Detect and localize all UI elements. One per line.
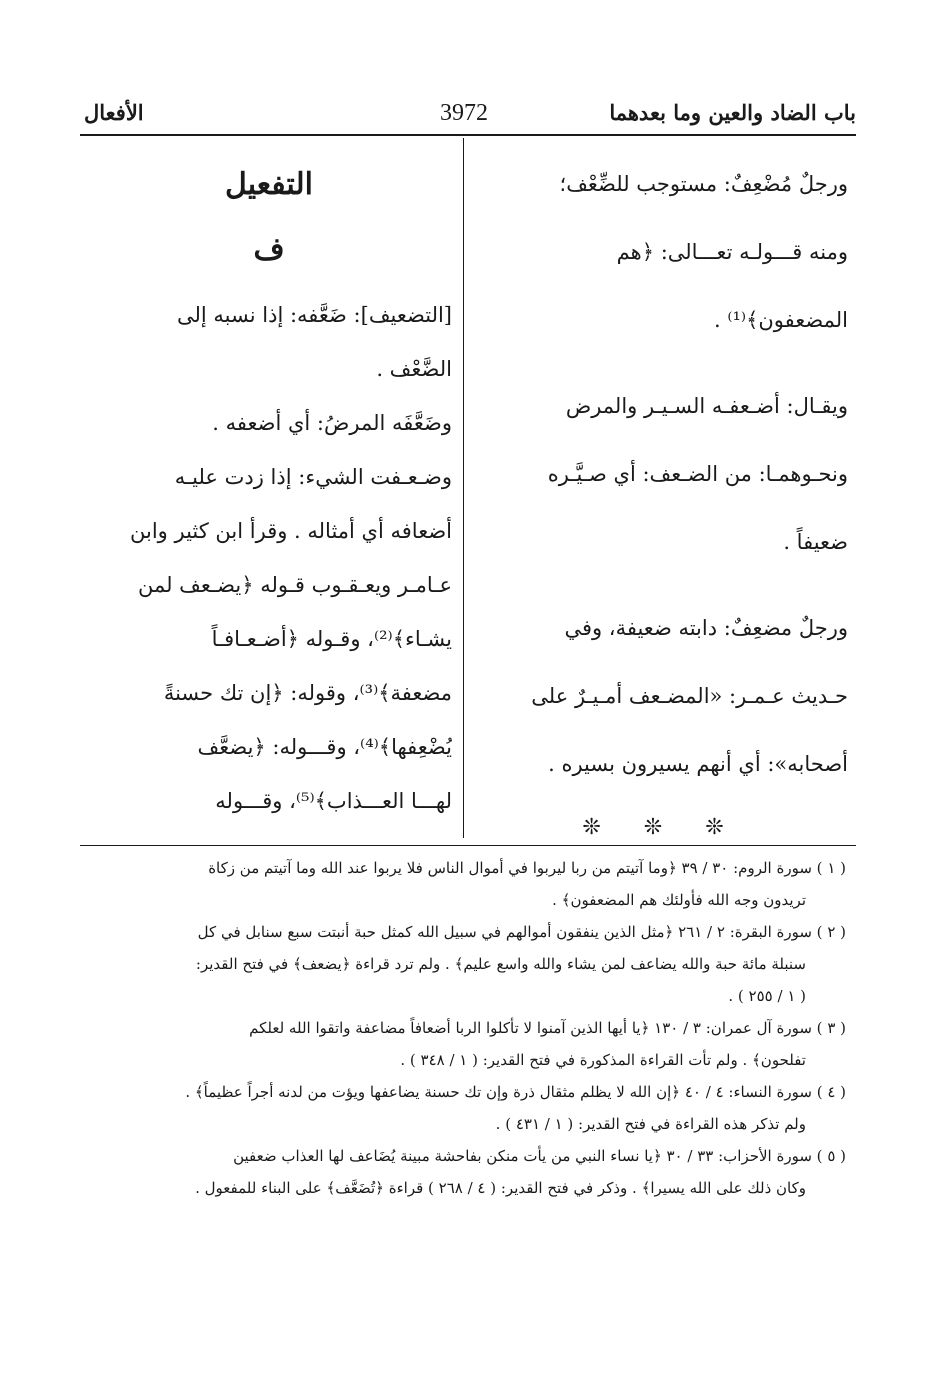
header-rule [80,134,856,136]
footnote-line: سنبلة مائة حبة والله يضاعف لمن يشاء والله واسع عليم﴾ . ولم ترد قراءة ﴿يضعف﴾ في فتح القدير: [195,955,806,973]
footnote-line: ( ١ ) سورة الروم: ٣٠ / ٣٩ ﴿وما آتيتم من ربا ليربوا في أموال الناس فلا يربوا عند الله وما آتيتم من زكاة [208,859,846,877]
footnote-line: وكان ذلك على الله يسيرا﴾ . وذكر في فتح القدير: ( ٤ / ٢٦٨ ) قراءة ﴿تُضَعَّف﴾ على البناء للمفعول . [195,1179,806,1197]
footnote-1 [86,852,846,916]
footnote-line: ولم تذكر هذه القراءة في فتح القدير: ( ١ / ٤٣١ ) . [495,1115,806,1133]
text-line: ومنه قـــولـه تعـــالى: ﴿هم [616,240,848,264]
footnote-line: ( ١ / ٢٥٥ ) . [728,987,806,1005]
text-line: المضعفون﴾⁽¹⁾ . [713,308,848,332]
text-line: حـديث عـمـر: «المضـعف أمـيـرٌ على [531,684,848,708]
text-line: يشـاء﴾⁽²⁾، وقـوله ﴿أضـعـافـاً [211,627,452,651]
root-letter-heading: ف [253,232,285,267]
footnote-line: ( ٢ ) سورة البقرة: ٢ / ٢٦١ ﴿مثل الذين ينفقون أموالهم في سبيل الله كمثل حبة أنبتت سبع سنابل في كل [197,923,846,941]
footnote-2 [86,916,846,1012]
text-line: ونحـوهمـا: من الضـعف: أي صـيَّـره [547,462,848,486]
footnote-5 [86,1140,846,1204]
section-separator: ❊ ❊ ❊ [582,815,742,840]
footnote-line: ( ٣ ) سورة آل عمران: ٣ / ١٣٠ ﴿يا أيها الذين آمنوا لا تأكلوا الربا أضعافاً مضاعفة واتقوا الله لعلكم [249,1019,846,1037]
footnote-rule [80,845,856,846]
right-column [476,150,848,858]
section-title: باب الضاد والعين وما بعدهما [609,100,856,125]
text-line: أضعافه أي أمثاله . وقرأ ابن كثير وابن [130,519,452,543]
text-line: الضَّعْف . [376,357,452,381]
chapter-title: الأفعال [84,100,144,125]
footnote-4 [86,1076,846,1140]
footnote-line: تفلحون﴾ . ولم تأت القراءة المذكورة في فتح القدير: ( ١ / ٣٤٨ ) . [400,1051,806,1069]
footnote-3 [86,1012,846,1076]
text-line: مضعفة﴾⁽³⁾، وقوله: ﴿إن تك حسنةً [163,681,452,705]
text-line: عـامـر ويعـقـوب قـوله ﴿يضـعف لمن [137,573,452,597]
text-line: [التضعيف]: ضَعَّفه: إذا نسبه إلى [177,303,452,327]
text-line: لهـــا العـــذاب﴾⁽⁵⁾، وقـــوله [215,789,452,813]
text-line: ورجلٌ مضعِفٌ: دابته ضعيفة، وفي [564,616,848,640]
text-line: ضعيفاً . [783,530,848,554]
footnote-line: ( ٤ ) سورة النساء: ٤ / ٤٠ ﴿إن الله لا يظلم مثقال ذرة وإن تك حسنة يضاعفها ويؤت من لدنه أجراً عظيماً﴾ . [185,1083,846,1101]
column-separator [463,138,464,838]
left-column [86,150,452,828]
text-line: ويقـال: أضـعفـه السـيـر والمرض [565,394,848,418]
footnote-line: ( ٥ ) سورة الأحزاب: ٣٣ / ٣٠ ﴿يا نساء النبي من يأت منكن بفاحشة مبينة يُضَاعف لها العذاب ضعفين [233,1147,846,1165]
text-line: وضـعـفت الشيء: إذا زدت عليـه [174,465,452,489]
section-heading: التفعيل [225,167,313,202]
text-line: وضَعَّفَه المرضُ: أي أضعفه . [212,411,452,435]
page-number: 3972 [440,100,488,126]
page-header [80,96,856,136]
footnotes [86,852,846,1204]
text-line: يُضْعِفها﴾⁽⁴⁾، وقـــوله: ﴿يضعَّف [197,735,452,759]
text-line: أصحابه»: أي أنهم يسيرون بسيره . [548,752,848,776]
text-line: ورجلٌ مُضْعِفٌ: مستوجب للضِّعْف؛ [559,172,848,196]
footnote-line: تريدون وجه الله فأولئك هم المضعفون﴾ . [552,891,806,909]
